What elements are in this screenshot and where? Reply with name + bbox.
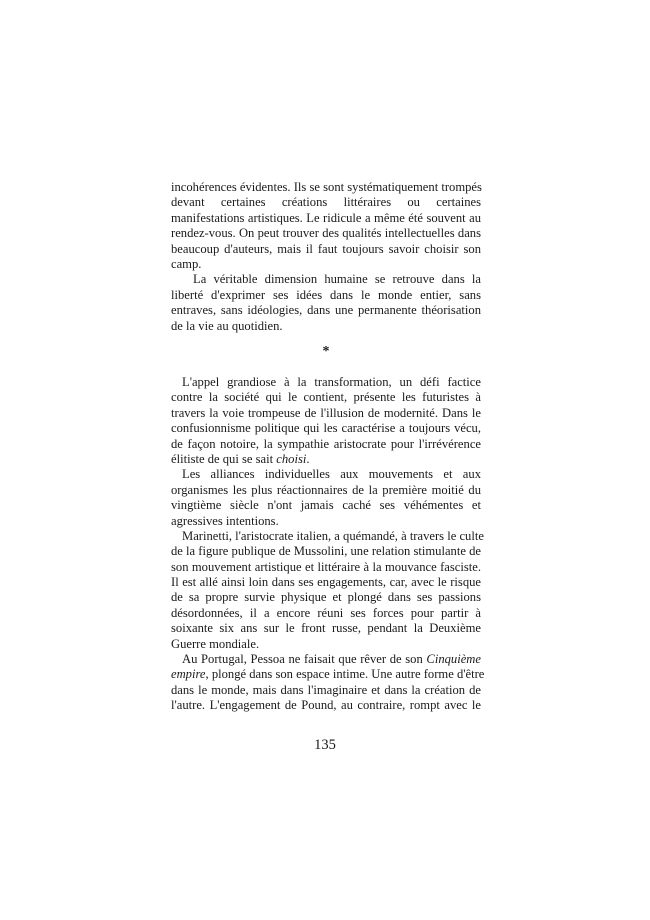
- text-line: [171, 652, 481, 667]
- paragraph: [171, 528, 484, 652]
- text-line: camp.: [171, 256, 202, 271]
- text-section-1: [171, 180, 481, 334]
- text-line: Il est allé ainsi loin dans ses engagements, car, avec le risque: [171, 575, 481, 590]
- text-line: La véritable dimension humaine se retrouve dans la: [193, 272, 481, 287]
- text-line: Marinetti, l'aristocrate italien, a quémandé, à travers le culte: [182, 528, 484, 543]
- text-line: confusionnisme politique qui les caractérise a toujours vécu,: [171, 421, 481, 436]
- text-line: travers la voie trompeuse de l'illusion de modernité. Dans le: [171, 405, 481, 420]
- paragraph: [171, 375, 481, 467]
- paragraph: [171, 652, 485, 714]
- text-line: contre la société qui le contient, présente les futuristes à: [171, 390, 481, 405]
- text-fragment: , plongé dans son espace intime. Une autre forme d'être: [205, 667, 485, 682]
- paragraph: [171, 180, 481, 272]
- text-line: manifestations artistiques. Le ridicule a même été souvent au: [171, 210, 481, 225]
- text-line: devant certaines créations littéraires ou certaines: [171, 195, 481, 210]
- text-line: [171, 452, 481, 467]
- section-separator: *: [322, 344, 330, 359]
- text-line: incohérences évidentes. Ils se sont systématiquement trompés: [171, 180, 482, 194]
- text-fragment: .: [306, 451, 310, 466]
- text-line: agressives intentions.: [171, 513, 279, 528]
- italic-emphasis: Cinquième: [426, 652, 481, 667]
- text-line: vingtième siècle n'ont jamais caché ses véhémentes et: [171, 498, 481, 513]
- text-fragment: Au Portugal, Pessoa ne faisait que rêver de son: [182, 652, 427, 667]
- text-line: désordonnées, il a encore réuni ses forces pour partir à: [171, 605, 481, 620]
- text-line: Les alliances individuelles aux mouvements et aux: [182, 467, 481, 482]
- text-line: liberté d'exprimer ses idées dans le monde entier, sans: [171, 287, 481, 302]
- text-line: dans le monde, mais dans l'imaginaire et dans la création de: [171, 682, 481, 697]
- text-line: de la vie au quotidien.: [171, 318, 283, 333]
- paragraph: [171, 467, 481, 529]
- text-line: Guerre mondiale.: [171, 636, 260, 651]
- text-line: soixante six ans sur le front russe, pendant la Deuxième: [171, 621, 481, 636]
- page-number: 135: [314, 737, 336, 753]
- paragraph: [171, 272, 481, 334]
- text-line: beaucoup d'auteurs, mais il faut toujours savoir choisir son: [171, 241, 481, 256]
- italic-emphasis: choisi: [276, 451, 307, 466]
- italic-emphasis: empire: [171, 667, 206, 682]
- text-line: de la figure publique de Mussolini, une relation stimulante de: [171, 544, 481, 559]
- text-line: rendez-vous. On peut trouver des qualités intellectuelles dans: [171, 226, 481, 241]
- text-line: organismes les plus réactionnaires de la première moitié du: [171, 482, 481, 497]
- text-line: L'appel grandiose à la transformation, un défi factice: [182, 375, 481, 389]
- text-line: [171, 667, 485, 682]
- text-line: de sa propre survie physique et plongé dans ses passions: [171, 590, 481, 605]
- text-fragment: élitiste de qui se sait: [171, 451, 277, 466]
- text-line: son mouvement artistique et littéraire à la mouvance fasciste.: [171, 559, 481, 574]
- text-line: de façon notoire, la sympathie aristocrate pour l'irrévérence: [171, 436, 481, 451]
- text-line: l'autre. L'engagement de Pound, au contraire, rompt avec le: [171, 698, 481, 713]
- text-section-2: [171, 375, 485, 714]
- text-line: entraves, sans idéologies, dans une permanente théorisation: [171, 303, 481, 318]
